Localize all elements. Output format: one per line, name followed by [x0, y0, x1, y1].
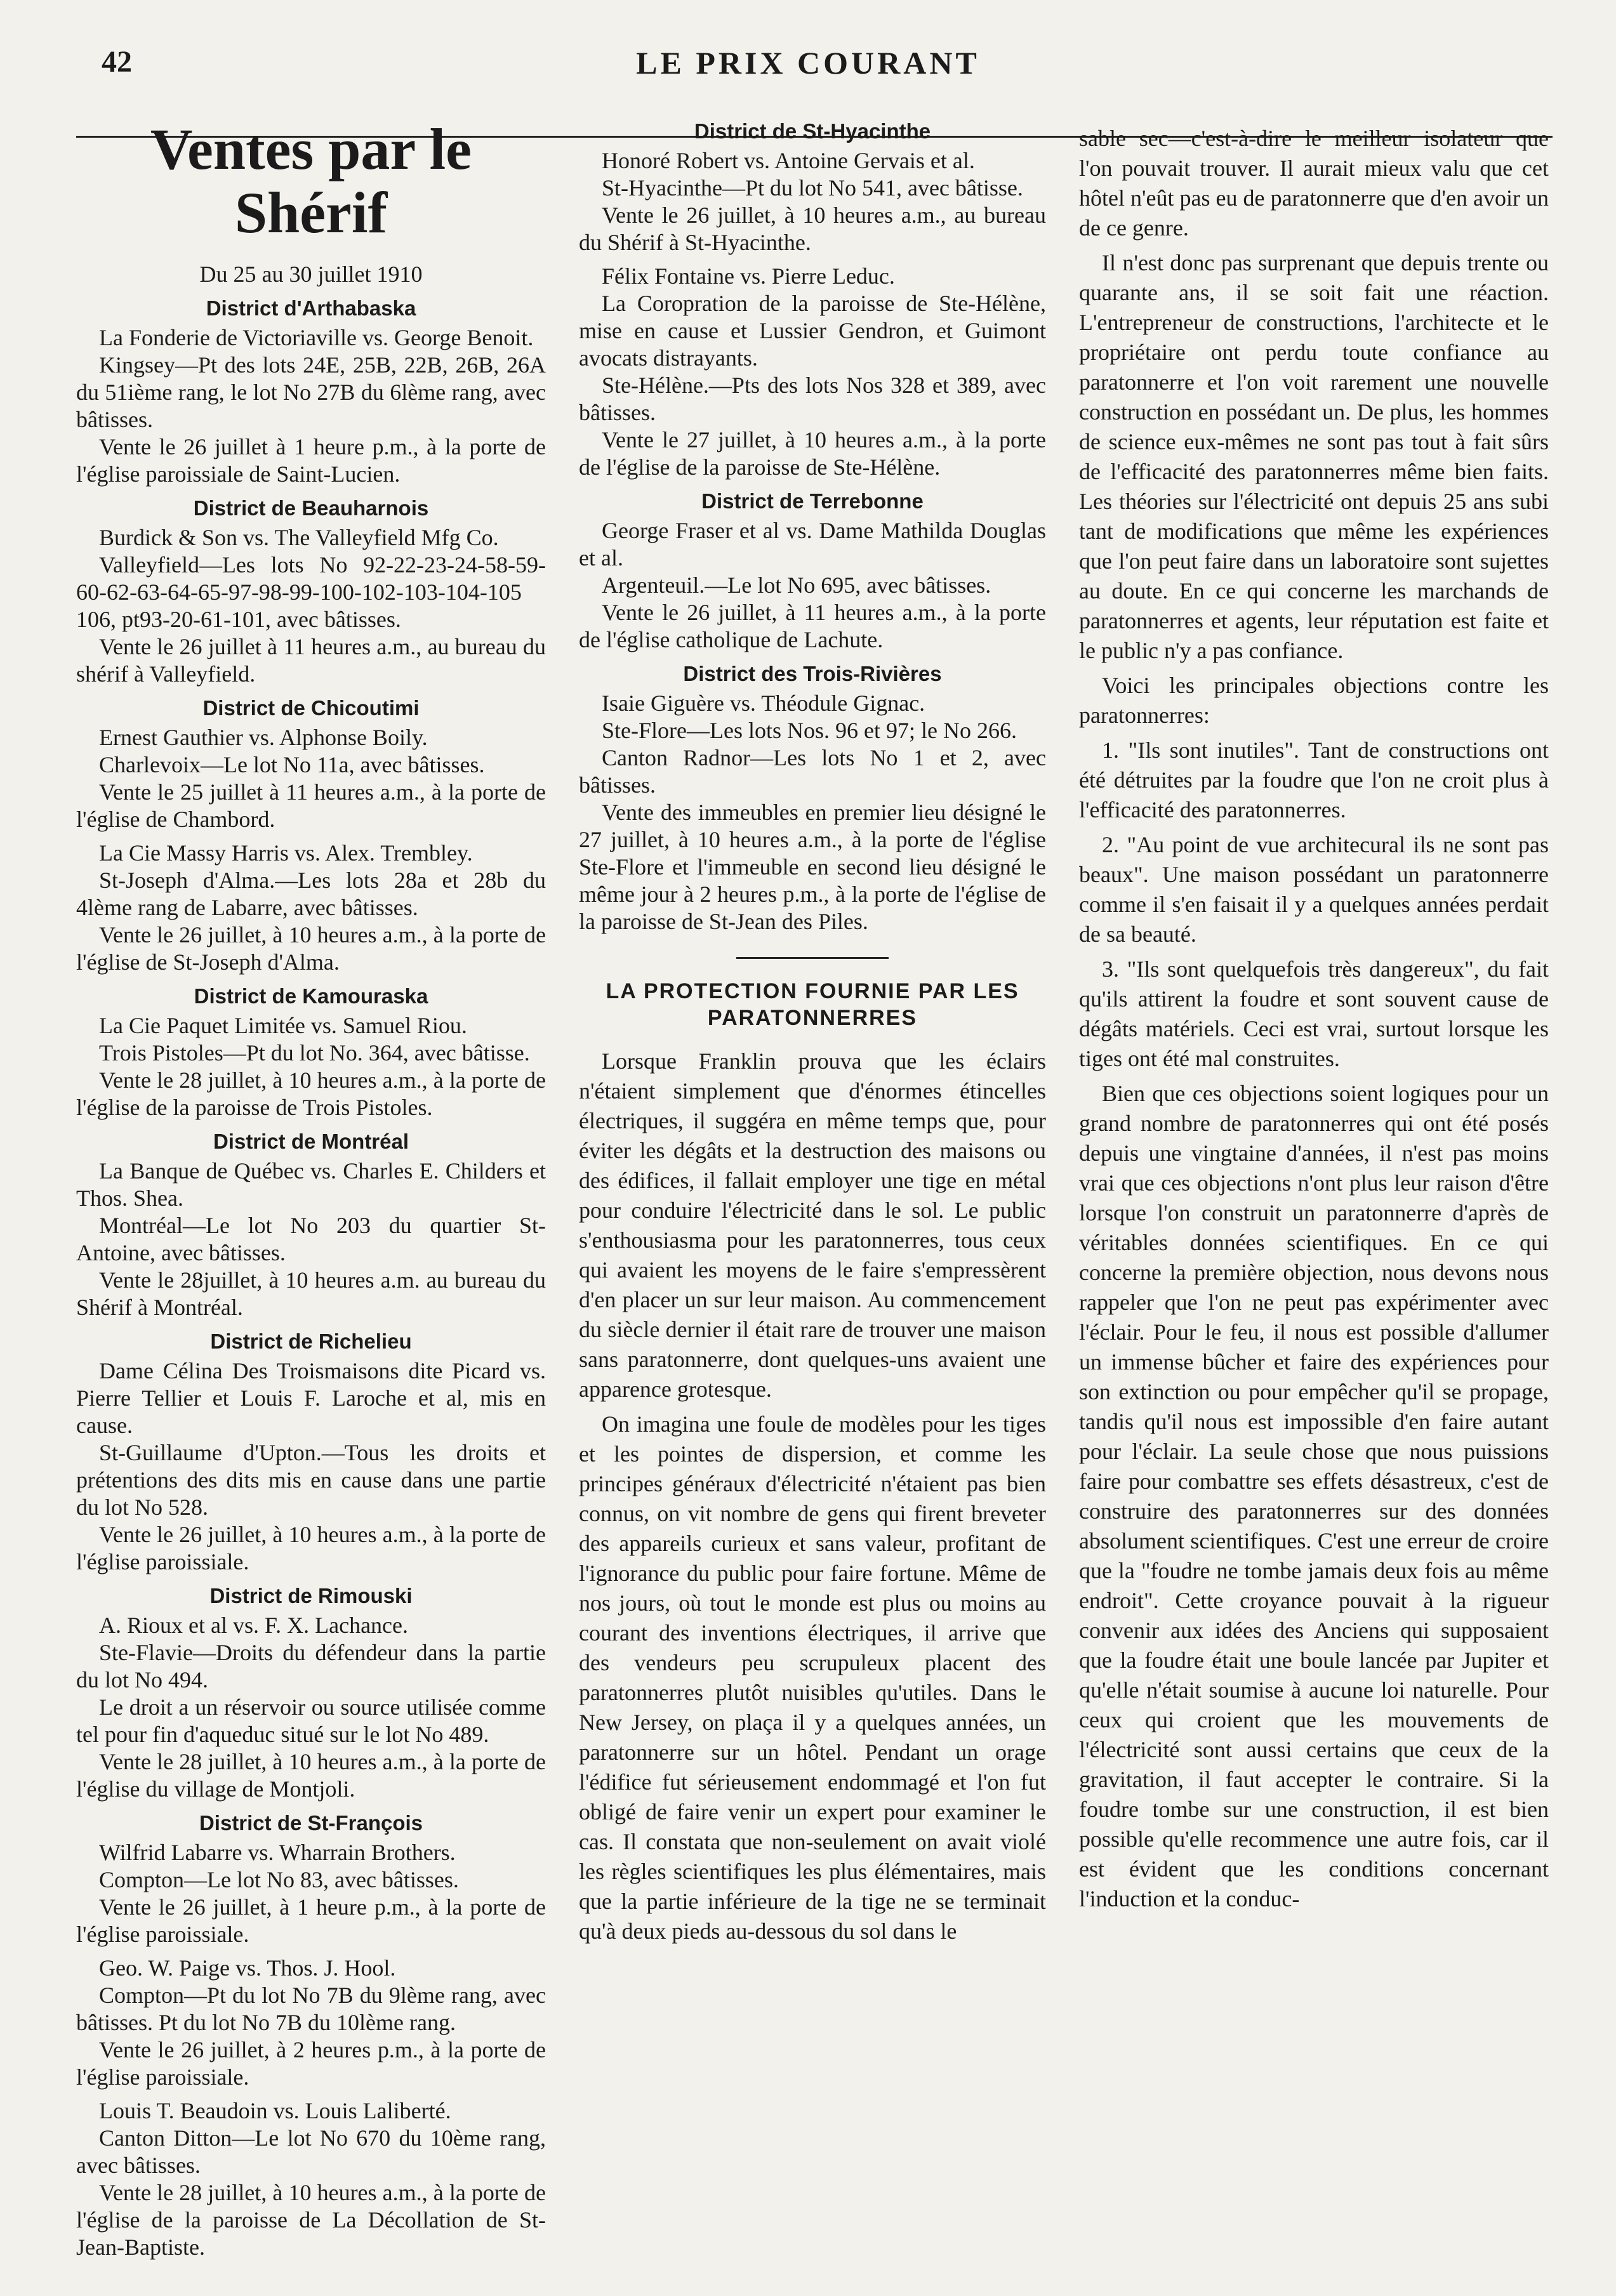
section-divider — [736, 957, 889, 959]
district-heading: District de Beauharnois — [193, 496, 429, 520]
article-title: LA PROTECTION FOURNIE PAR LES PARATONNERRES — [606, 979, 1019, 1030]
district-heading: District de Richelieu — [210, 1329, 412, 1353]
sale-entry-line: Isaie Giguère vs. Théodule Gignac. — [602, 690, 925, 716]
page-number: 42 — [102, 45, 132, 79]
districts-group-b — [579, 117, 1046, 935]
article-paragraph: On imagina une foule de modèles pour les tiges et les pointes de dispersion, et comme les principes généraux d'électricité n'étaient pas bien connus, on vit nombre de gens qui firent breveter des appareils curieux et sans valeur, profitant de l'ignorance du public pour faire fortune. Même de nos jours, où tout le monde est plus ou moins au courant des inventions électriques, il arrive que des vendeurs peu scrupuleux placent des paratonnerres plutôt nuisibles qu'utiles. Dans le New Jersey, on plaça il y a quelques années, un paratonnerre sur un hôtel. Pendant un orage l'édifice fut sérieusement endommagé et l'on fut obligé de faire venir un expert pour examiner le cas. Il constata que non-seulement on avait violé les règles scientifiques les plus élémentaires, mais que la partie inférieure de la tige ne se terminait qu'à deux pieds au-dessous du sol dans le — [579, 1411, 1046, 1944]
article-paragraph: 2. "Au point de vue architecural ils ne sont pas beaux". Une maison possédant un paratonnerre comme il s'en faisait il y a quelques années perdait de sa beauté. — [1079, 832, 1549, 947]
district-heading: District d'Arthabaska — [206, 296, 416, 320]
sale-entry-line: Vente le 26 juillet à 11 heures a.m., au bureau du shérif à Valleyfield. — [76, 634, 546, 687]
sale-entry-line: Charlevoix—Le lot No 11a, avec bâtisses. — [99, 752, 485, 777]
sale-entry-line: Vente le 26 juillet, à 11 heures a.m., à la porte de l'église catholique de Lachute. — [579, 600, 1046, 652]
sale-entry — [76, 324, 546, 488]
district-heading: District de Rimouski — [209, 1584, 413, 1607]
sale-entry-line: La Cie Massy Harris vs. Alex. Trembley. — [99, 840, 473, 866]
sale-entry-line: Louis T. Beaudoin vs. Louis Laliberté. — [99, 2098, 451, 2123]
sale-entry — [579, 263, 1046, 481]
sale-entry-line: Dame Célina Des Troismaisons dite Picard vs. Pierre Tellier et Louis F. Laroche et al, mis en cause. — [76, 1358, 546, 1438]
sale-entry — [76, 1955, 546, 2091]
sale-entry-line: St-Joseph d'Alma.—Les lots 28a et 28b du 4lème rang de Labarre, avec bâtisses. — [76, 868, 546, 920]
article-column-2 — [579, 1046, 1046, 1946]
sale-entry-line: La Fonderie de Victoriaville vs. George Benoit. — [99, 325, 534, 350]
sales-dates: Du 25 au 30 juillet 1910 — [199, 261, 423, 287]
sale-entry-line: Vente le 26 juillet, à 1 heure p.m., à la porte de l'église paroissiale. — [76, 1894, 546, 1947]
sale-entry-line: Vente des immeubles en premier lieu désigné le 27 juillet, à 10 heures a.m., à la porte de l'église Ste-Flore et l'immeuble en second lieu désigné le même jour à 2 heures p.m., à la porte de l'église de la paroisse de St-Jean des Piles. — [579, 800, 1046, 934]
sale-entry-line: Trois Pistoles—Pt du lot No. 364, avec bâtisse. — [99, 1040, 530, 1066]
sale-entry-line: Vente le 26 juillet à 1 heure p.m., à la porte de l'église paroissiale de Saint-Lucien. — [76, 434, 546, 487]
sale-entry — [76, 1612, 546, 1803]
sale-entry-line: Vente le 28juillet, à 10 heures a.m. au bureau du Shérif à Montréal. — [76, 1267, 546, 1320]
sale-entry-line: Ernest Gauthier vs. Alphonse Boily. — [99, 725, 428, 750]
sale-entry — [76, 524, 546, 688]
sale-entry-line: La Cie Paquet Limitée vs. Samuel Riou. — [99, 1013, 467, 1038]
sale-entry-line: Vente le 28 juillet, à 10 heures a.m., à la porte de l'église de la paroisse de Trois Pistoles. — [76, 1067, 546, 1120]
article-paragraph: Lorsque Franklin prouva que les éclairs n'étaient simplement que d'énormes étincelles électriques, il suggéra en même temps que, pour éviter les dégâts et la destruction des maisons ou des édifices, il fallait employer une tige en métal pour conduire l'électricité dans le sol. Le public s'enthousiasma pour les paratonnerres, tous ceux qui avaient les moyens de le faire s'empressèrent d'en placer un sur leur maison. Au commencement du siècle dernier il était rare de trouver une maison sans paratonnerre, dont quelques-uns avaient une apparence grotesque. — [579, 1048, 1046, 1402]
sale-entry-line: St-Hyacinthe—Pt du lot No 541, avec bâtisse. — [602, 175, 1023, 201]
district-heading: District des Trois-Rivières — [683, 662, 942, 685]
sale-entry — [76, 840, 546, 976]
district-heading: District de St-François — [199, 1811, 423, 1835]
article-paragraph: Bien que ces objections soient logiques pour un grand nombre de paratonnerres qui ont été posés depuis une vingtaine d'années, il n'est pas moins vrai que ces objections n'ont plus leur raison d'être lorsque l'on construit un paratonnerre d'après de véritables données scientifiques. En ce qui concerne la première objection, nous devons nous rappeler que l'on ne peut pas expérimenter avec l'éclair. Pour le feu, il nous est possible d'allumer un immense bûcher et faire des expériences pour son extinction ou pour empêcher qu'il se propage, tandis qu'il nous est impossible d'en faire autant pour l'éclair. La seule chose que nous puissions faire pour combattre ses effets désastreux, c'est de construire des paratonnerres sur des données absolument scientifiques. C'est une erreur de croire que la "foudre ne tombe jamais deux fois au même endroit". Cette croyance pouvait à la rigueur convenir aux idées des Anciens qui supposaient que la foudre était une boule lancée par Jupiter et qu'elle n'était soumise à aucune loi naturelle. Pour ceux qui croient que les mouvements de l'électricité sont aussi certains que ceux de la gravitation, il faut accepter le contraire. Si la foudre tombe sur une construction, il est bien possible qu'elle recommence une autre fois, car il est évident que les conditions concernant l'induction et la conduc- — [1079, 1081, 1549, 1911]
sale-entry-line: Wilfrid Labarre vs. Wharrain Brothers. — [99, 1840, 456, 1865]
sale-entry-line: Le droit a un réservoir ou source utilisée comme tel pour fin d'aqueduc situé sur le lot No 489. — [76, 1694, 546, 1747]
districts-group-a — [76, 294, 546, 2261]
sale-entry-line: Honoré Robert vs. Antoine Gervais et al. — [602, 148, 975, 173]
article-paragraph: 1. "Ils sont inutiles". Tant de constructions ont été détruites par la foudre que l'on ne croit plus à l'efficacité des paratonnerres. — [1079, 737, 1549, 822]
sale-entry-line: Kingsey—Pt des lots 24E, 25B, 22B, 26B, 26A du 51ième rang, le lot No 27B du 6lème rang, avec bâtisses. — [76, 352, 546, 432]
sale-entry-line: Vente le 27 juillet, à 10 heures a.m., à la porte de l'église de la paroisse de Ste-Hélène. — [579, 427, 1046, 480]
sale-entry-line: Félix Fontaine vs. Pierre Leduc. — [602, 263, 895, 289]
sale-entry-line: Montréal—Le lot No 203 du quartier St-Antoine, avec bâtisses. — [76, 1213, 546, 1265]
district-heading: District de Montréal — [213, 1130, 409, 1153]
column-1 — [76, 117, 546, 2267]
sale-entry-line: Valleyfield—Les lots No 92-22-23-24-58-59-60-62-63-64-65-97-98-99-100-102-103-104-105 106, pt93-20-61-101, avec bâtisses. — [76, 552, 546, 632]
column-2 — [579, 117, 1046, 1951]
column-3 — [1079, 124, 1549, 1919]
sale-entry-line: Ste-Hélène.—Pts des lots Nos 328 et 389, avec bâtisses. — [579, 373, 1046, 425]
sale-entry — [579, 517, 1046, 654]
sale-entry-line: Ste-Flavie—Droits du défendeur dans la partie du lot No 494. — [76, 1640, 546, 1692]
sales-title: Ventes par le Shérif — [150, 117, 472, 245]
sale-entry-line: Vente le 26 juillet, à 10 heures a.m., à la porte de l'église de St-Joseph d'Alma. — [76, 922, 546, 975]
sale-entry-line: Vente le 28 juillet, à 10 heures a.m., à la porte de l'église de la paroisse de La Décollation de St-Jean-Baptiste. — [76, 2180, 546, 2260]
sale-entry-line: Vente le 26 juillet, à 10 heures a.m., au bureau du Shérif à St-Hyacinthe. — [579, 202, 1046, 255]
sale-entry-line: Compton—Le lot No 83, avec bâtisses. — [99, 1867, 459, 1892]
article-column-3 — [1079, 248, 1549, 1914]
running-head: LE PRIX COURANT — [636, 45, 980, 81]
sale-entry — [76, 1839, 546, 1948]
sale-entry-line: Canton Radnor—Les lots No 1 et 2, avec bâtisses. — [579, 745, 1046, 798]
sale-entry-line: Canton Ditton—Le lot No 670 du 10ème rang, avec bâtisses. — [76, 2125, 546, 2178]
district-heading: District de Kamouraska — [194, 984, 428, 1008]
sale-entry-line: George Fraser et al vs. Dame Mathilda Douglas et al. — [579, 518, 1046, 571]
district-heading: District de Terrebonne — [701, 489, 924, 513]
sale-entry-line: La Banque de Québec vs. Charles E. Childers et Thos. Shea. — [76, 1158, 546, 1211]
sale-entry — [76, 724, 546, 833]
sale-entry — [76, 1158, 546, 1321]
sale-entry-line: Argenteuil.—Le lot No 695, avec bâtisses. — [602, 572, 991, 598]
sale-entry-line: Vente le 28 juillet, à 10 heures a.m., à la porte de l'église du village de Montjoli. — [76, 1749, 546, 1802]
sale-entry — [76, 2097, 546, 2261]
sale-entry-line: Ste-Flore—Les lots Nos. 96 et 97; le No 266. — [602, 718, 1017, 743]
sale-entry-line: Vente le 26 juillet, à 2 heures p.m., à la porte de l'église paroissiale. — [76, 2037, 546, 2090]
sale-entry-line: Geo. W. Paige vs. Thos. J. Hool. — [99, 1955, 396, 1981]
sale-entry — [579, 147, 1046, 256]
sale-entry-line: St-Guillaume d'Upton.—Tous les droits et prétentions des dits mis en cause dans une partie du lot No 528. — [76, 1440, 546, 1520]
district-heading: District de St-Hyacinthe — [694, 119, 931, 143]
district-heading: District de Chicoutimi — [202, 696, 420, 720]
sale-entry-line: Burdick & Son vs. The Valleyfield Mfg Co. — [99, 525, 499, 550]
sale-entry-line: A. Rioux et al vs. F. X. Lachance. — [99, 1613, 409, 1638]
sale-entry-line: Compton—Pt du lot No 7B du 9lème rang, avec bâtisses. Pt du lot No 7B du 10lème rang. — [76, 1983, 546, 2035]
sale-entry — [579, 690, 1046, 935]
article-continuation: sable sec—c'est-à-dire le meilleur isolateur que l'on pouvait trouver. Il aurait mieux valu que cet hôtel n'eût pas eu de paratonnerre que d'en avoir un de ce genre. — [1079, 126, 1549, 241]
sale-entry-line: La Coropration de la paroisse de Ste-Hélène, mise en cause et Lussier Gendron, et Guimont avocats distrayants. — [579, 291, 1046, 371]
article-paragraph: 3. "Ils sont quelquefois très dangereux", du fait qu'ils attirent la foudre et sont souvent cause de dégâts matériels. Ceci est vrai, surtout lorsque les tiges ont été mal construites. — [1079, 956, 1549, 1071]
article-paragraph: Il n'est donc pas surprenant que depuis trente ou quarante ans, il se soit fait une réaction. L'entrepreneur de constructions, l'architecte et le propriétaire ont perdu toute confiance au paratonnerre et l'on voit rarement une nouvelle construction en possédant un. De plus, les hommes de science eux-mêmes ne sont pas tout à fait sûrs de l'efficacité des paratonnerres même bien faits. Les théories sur l'électricité ont depuis 25 ans subi tant de modifications que même les expériences que l'on peut faire dans un laboratoire sont sujettes au doute. En ce qui concerne les marchands de paratonnerres et agents, leur réputation est faite et le public n'y a pas confiance. — [1079, 250, 1549, 663]
sale-entry-line: Vente le 26 juillet, à 10 heures a.m., à la porte de l'église paroissiale. — [76, 1522, 546, 1574]
sale-entry — [76, 1357, 546, 1576]
article-paragraph: Voici les principales objections contre les paratonnerres: — [1079, 673, 1549, 728]
sale-entry — [76, 1012, 546, 1121]
sale-entry-line: Vente le 25 juillet à 11 heures a.m., à la porte de l'église de Chambord. — [76, 779, 546, 832]
